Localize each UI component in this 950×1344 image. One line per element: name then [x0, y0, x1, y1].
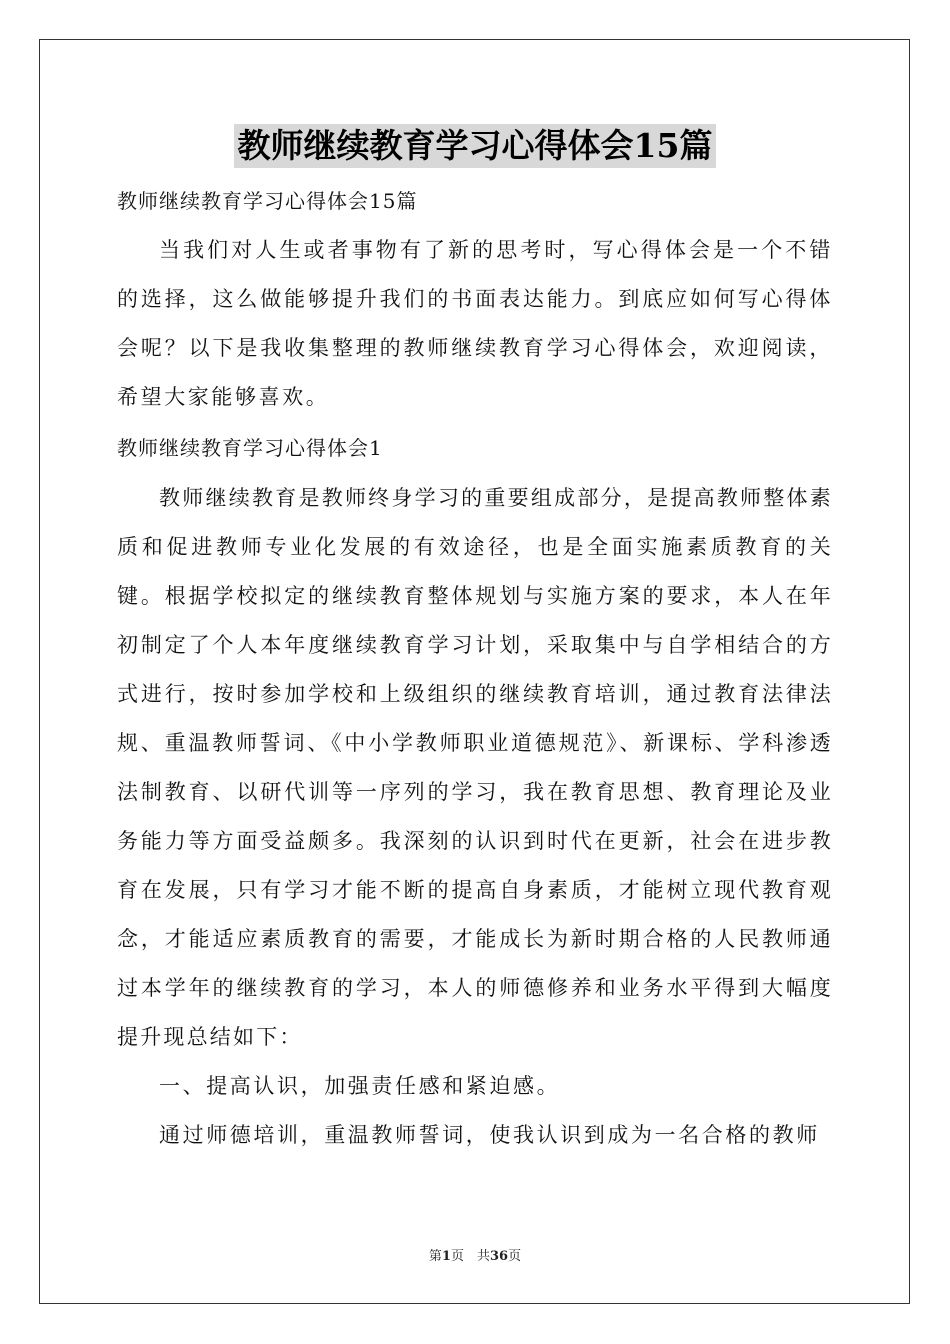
- document-title: 教师继续教育学习心得体会15篇: [234, 124, 717, 168]
- footer-mid: 页 共: [450, 1249, 490, 1264]
- footer-page-total: 36: [489, 1249, 509, 1264]
- section-1-paragraph: 教师继续教育是教师终身学习的重要组成部分，是提高教师整体素质和促进教师专业化发展的有效途径，也是全面实施素质教育的关键。根据学校拟定的继续教育整体规划与实施方案的要求，本人在年初制定了个人本年度继续教育学习计划，采取集中与自学相结合的方式进行，按时参加学校和上级组织的继续教育培训，通过教育法律法规、重温教师誓词、《中小学教师职业道德规范》、新课标、学科渗透法制教育、以研代训等一序列的学习，我在教育思想、教育理论及业务能力等方面受益颇多。我深刻的认识到时代在更新，社会在进步教育在发展，只有学习才能不断的提高自身素质，才能树立现代教育观念，才能适应素质教育的需要，才能成长为新时期合格的人民教师通过本学年的继续教育的学习，本人的师德修养和业务水平得到大幅度提升现总结如下：: [117, 486, 833, 1049]
- page-footer: [0, 1245, 950, 1264]
- footer-page-number: 1: [441, 1249, 451, 1264]
- title-wrap: [0, 124, 950, 168]
- document-subtitle: 教师继续教育学习心得体会15篇: [117, 189, 418, 213]
- point-1-paragraph: 通过师德培训，重温教师誓词，使我认识到成为一名合格的教师: [159, 1123, 820, 1147]
- section-1-title: 教师继续教育学习心得体会1: [117, 436, 383, 460]
- intro-paragraph: 当我们对人生或者事物有了新的思考时，写心得体会是一个不错的选择，这么做能够提升我们的书面表达能力。到底应如何写心得体会呢？以下是我收集整理的教师继续教育学习心得体会，欢迎阅读，希望大家能够喜欢。: [117, 238, 833, 409]
- point-1-heading: 一、提高认识，加强责任感和紧迫感。: [159, 1074, 561, 1098]
- footer-suffix: 页: [508, 1249, 522, 1264]
- footer-prefix: 第: [428, 1249, 442, 1264]
- document-body: [117, 176, 833, 1160]
